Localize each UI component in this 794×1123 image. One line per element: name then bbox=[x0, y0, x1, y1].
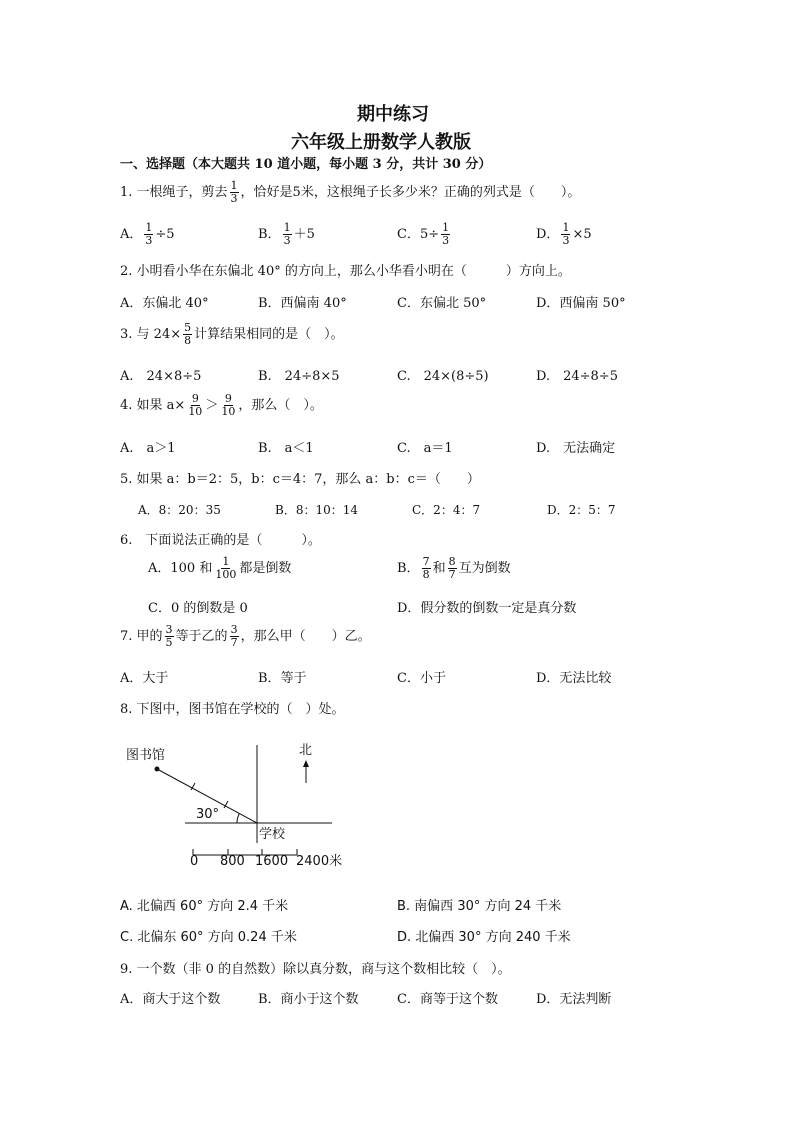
q9-option-a[interactable]: A．商大于这个数 bbox=[120, 992, 221, 1007]
q7-option-c[interactable]: C．小于 bbox=[397, 671, 446, 686]
scale-label-800: 800 bbox=[220, 854, 245, 869]
q5-option-c[interactable]: C．2：4：7 bbox=[412, 503, 481, 517]
q4-option-d[interactable]: D. 无法确定 bbox=[536, 441, 616, 456]
angle-arc bbox=[237, 813, 240, 823]
page-subtitle: 六年级上册数学人教版 bbox=[291, 132, 471, 153]
q8-option-c[interactable]: C. 北偏东 60° 方向 0.24 千米 bbox=[120, 930, 297, 945]
q2-option-b[interactable]: B．西偏南 40° bbox=[258, 296, 347, 311]
q3-option-a[interactable]: A. 24×8÷5 bbox=[120, 369, 202, 384]
q1-option-c[interactable]: C．5÷ $\frac{1}{3}$ bbox=[397, 221, 450, 247]
q2-option-a[interactable]: A．东偏北 40° bbox=[120, 296, 209, 311]
q1-option-b[interactable]: B． $\frac{1}{3}$ ＋5 bbox=[258, 221, 315, 247]
q1-option-a[interactable]: A． $\frac{1}{3}$ ÷5 bbox=[120, 221, 175, 247]
angle-label: 30° bbox=[196, 807, 220, 822]
q4-option-a[interactable]: A. a＞1 bbox=[120, 441, 176, 456]
library-point bbox=[155, 767, 160, 772]
q5-option-b[interactable]: B．8：10：14 bbox=[275, 503, 358, 517]
q1-option-d[interactable]: D． $\frac{1}{3}$ ×5 bbox=[536, 221, 592, 247]
q7-option-a[interactable]: A．大于 bbox=[120, 671, 169, 686]
scale-label-1600: 1600 bbox=[255, 854, 289, 869]
question-4: 4. 如果 a× $\frac{9}{10}$ ＞ $\frac{9}{10}$ ，那么（ ）。 bbox=[120, 392, 323, 418]
page-title: 期中练习 bbox=[357, 104, 429, 125]
library-label: 图书馆 bbox=[126, 748, 166, 763]
q9-option-c[interactable]: C．商等于这个数 bbox=[397, 992, 498, 1007]
q6-option-b[interactable]: B． $\frac{7}{8}$ 和 $\frac{8}{7}$ 互为倒数 bbox=[397, 555, 511, 581]
section-heading: 一、选择题（本大题共 10 道小题，每小题 3 分，共计 30 分） bbox=[120, 157, 492, 172]
q6-option-c[interactable]: C．0 的倒数是 0 bbox=[148, 601, 248, 616]
q9-option-d[interactable]: D．无法判断 bbox=[536, 992, 612, 1007]
q5-option-d[interactable]: D．2：5：7 bbox=[547, 503, 616, 517]
question-1-prefix: 1. 一根绳子，剪去 bbox=[120, 185, 228, 200]
question-9: 9. 一个数（非 0 的自然数）除以真分数，商与这个数相比较（ ）。 bbox=[120, 962, 511, 977]
question-7: 7. 甲的 $\frac{3}{5}$ 等于乙的 $\frac{3}{7}$ ，那么甲（ ）乙。 bbox=[120, 623, 371, 649]
q5-option-a[interactable]: A．8：20：35 bbox=[138, 503, 221, 517]
question-8: 8. 下图中，图书馆在学校的（ ）处。 bbox=[120, 702, 345, 717]
q4-option-b[interactable]: B. a＜1 bbox=[258, 441, 314, 456]
q7-option-b[interactable]: B．等于 bbox=[258, 671, 307, 686]
fraction: $\frac{1}{3}$ bbox=[230, 179, 238, 205]
q3-option-b[interactable]: B. 24÷8×5 bbox=[258, 369, 340, 384]
question-3: 3. 与 24× $\frac{5}{8}$ 计算结果相同的是（ ）。 bbox=[120, 321, 344, 347]
question-5: 5. 如果 a：b＝2：5，b：c＝4：7，那么 a：b：c＝（ ） bbox=[120, 472, 480, 487]
q4-option-c[interactable]: C. a＝1 bbox=[397, 441, 453, 456]
q3-option-c[interactable]: C. 24×(8÷5) bbox=[397, 369, 489, 384]
question-1 bbox=[120, 180, 580, 205]
q8-option-b[interactable]: B. 南偏西 30° 方向 24 千米 bbox=[397, 899, 562, 914]
q3-option-d[interactable]: D. 24÷8÷5 bbox=[536, 369, 618, 384]
question-1-suffix: ，恰好是5米，这根绳子长多少米？正确的列式是（ ）。 bbox=[240, 185, 581, 200]
q6-option-d[interactable]: D．假分数的倒数一定是真分数 bbox=[397, 601, 577, 616]
scale-label-0: 0 bbox=[190, 854, 199, 869]
north-arrow-icon bbox=[303, 760, 309, 783]
q2-option-c[interactable]: C．东偏北 50° bbox=[397, 296, 487, 311]
q7-option-d[interactable]: D．无法比较 bbox=[536, 671, 612, 686]
scale-label-2400: 2400米 bbox=[296, 854, 343, 869]
school-label: 学校 bbox=[259, 827, 286, 842]
question-6: 6. 下面说法正确的是（ ）。 bbox=[120, 533, 321, 548]
north-label: 北 bbox=[299, 743, 313, 758]
q6-option-a[interactable]: A．100 和 $\frac{1}{100}$ 都是倒数 bbox=[148, 555, 292, 581]
q8-option-a[interactable]: A. 北偏西 60° 方向 2.4 千米 bbox=[120, 899, 289, 914]
direction-diagram bbox=[120, 735, 360, 875]
q9-option-b[interactable]: B．商小于这个数 bbox=[258, 992, 359, 1007]
q8-option-d[interactable]: D. 北偏西 30° 方向 240 千米 bbox=[397, 930, 571, 945]
q2-option-d[interactable]: D．西偏南 50° bbox=[536, 296, 626, 311]
question-2: 2. 小明看小华在东偏北 40° 的方向上，那么小华看小明在（ ）方向上。 bbox=[120, 264, 571, 279]
